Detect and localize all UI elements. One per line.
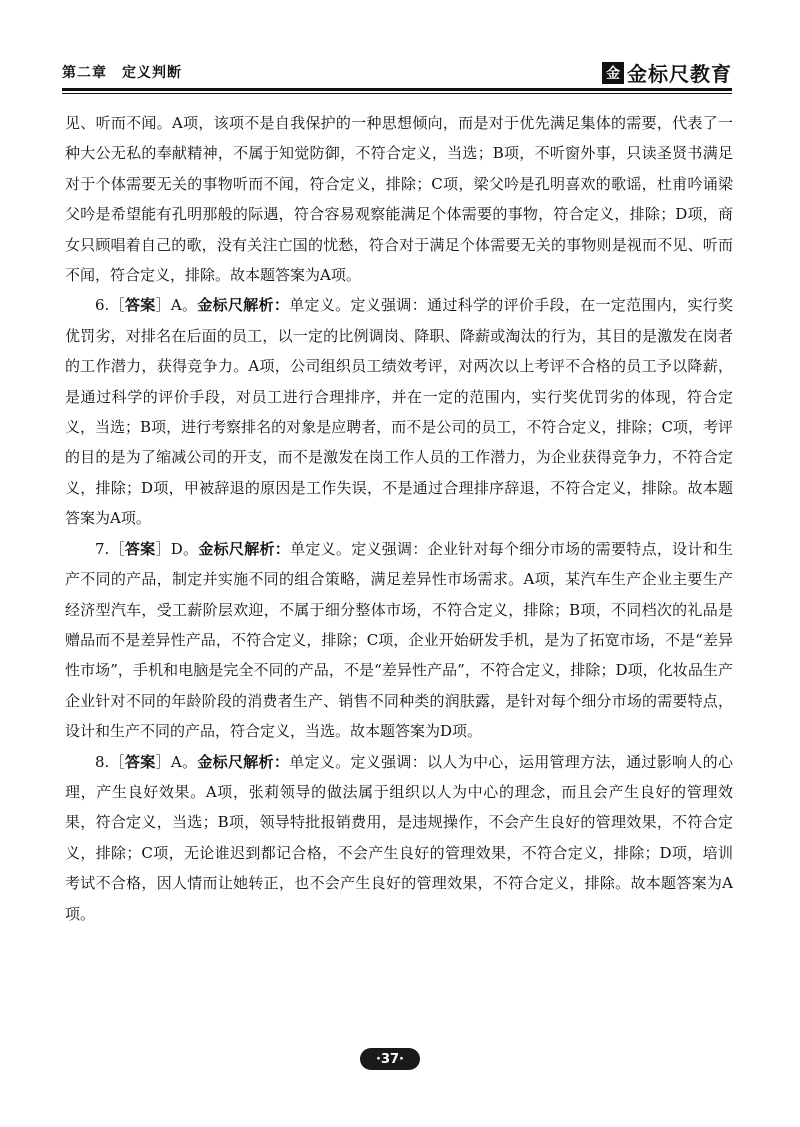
chapter-title: 第二章 定义判断 — [62, 65, 182, 81]
answer-item-7 — [65, 534, 733, 747]
answer-label: 答案 — [124, 296, 156, 315]
paragraph-text: 见、听而不闻。A项，该项不是自我保护的一种思想倾向，而是对于优先满足集体的需要，代表了一种大公无私的奉献精神，不属于知觉防御，不符合定义，当选；B项，不听窗外事，只读圣贤书满足对于个体需要无关的事物听而不闻，符合定义，排除；C项，梁父吟是孔明喜欢的歌谣，杜甫吟诵梁父吟是希望能有孔明那般的际遇，符合容易观察能满足个体需要的事物，符合定义，排除；D项，商女只顾唱着自己的歌，没有关注亡国的忧愁，符合对于满足个体需要无关的事物则是视而不见、听而不闻，符合定义，排除。故本题答案为A项。 — [65, 114, 733, 285]
page-header — [62, 58, 732, 86]
answer-label: 答案 — [124, 752, 156, 771]
page-body — [65, 108, 733, 929]
brand-name: 金标尺教育 — [627, 62, 732, 86]
analysis-label: 金标尺解析： — [197, 296, 290, 315]
header-rule-thin — [62, 93, 732, 94]
answer-label: 答案 — [124, 539, 156, 558]
paragraph-continued — [65, 108, 733, 290]
analysis-text: 单定义。定义强调：通过科学的评价手段，在一定范围内，实行奖优罚劣，对排名在后面的员工，以一定的比例调岗、降职、降薪或淘汰的行为，其目的是激发在岗者的工作潜力，获得竞争力。A项，公司组织员工绩效考评，对两次以上考评不合格的员工予以降薪，是通过科学的评价手段，对员工进行合理排序，并在一定的范围内，实行奖优罚劣的体现，符合定义，当选；B项，进行考察排名的对象是应聘者，而不是公司的员工，不符合定义，排除；C项，考评的目的是为了缩减公司的开支，而不是激发在岗工作人员的工作潜力，为企业获得竞争力，不符合定义，排除；D项，甲被辞退的原因是工作失误，不是通过合理排序辞退，不符合定义，排除。故本题答案为A项。 — [65, 296, 733, 528]
answer-value: ］A。 — [155, 752, 198, 771]
answer-item-6 — [65, 290, 733, 533]
answer-value: ］A。 — [155, 296, 198, 315]
page-number: ·37· — [360, 1048, 420, 1070]
header-rule-thick — [62, 88, 732, 91]
analysis-text: 单定义。定义强调：企业针对每个细分市场的需要特点，设计和生产不同的产品，制定并实施不同的组合策略，满足差异性市场需求。A项，某汽车生产企业主要生产经济型汽车，受工薪阶层欢迎，不属于细分整体市场，不符合定义，排除；B项，不同档次的礼品是赠品而不是差异性产品，不符合定义，排除；C项，企业开始研发手机，是为了拓宽市场，不是“差异性市场”，手机和电脑是完全不同的产品，不是“差异性产品”，不符合定义，排除；D项，化妆品生产企业针对不同的年龄阶段的消费者生产、销售不同种类的润肤露，是针对每个细分市场的需要特点，设计和生产不同的产品，符合定义，当选。故本题答案为D项。 — [65, 539, 733, 741]
brand-mark-icon: 金 — [602, 62, 624, 84]
analysis-label: 金标尺解析： — [198, 539, 291, 558]
analysis-text: 单定义。定义强调：以人为中心，运用管理方法，通过影响人的心理，产生良好效果。A项，张莉领导的做法属于组织以人为中心的理念，而且会产生良好的管理效果，符合定义，当选；B项，领导特批报销费用，是违规操作，不会产生良好的管理效果，不符合定义，排除；C项，无论谁迟到都记合格，不会产生良好的管理效果，不符合定义，排除；D项，培训考试不合格，因人情而让她转正，也不会产生良好的管理效果，不符合定义，排除。故本题答案为A项。 — [65, 752, 733, 923]
question-number: 6.［ — [95, 296, 125, 315]
question-number: 8.［ — [95, 752, 125, 771]
answer-value: ］D。 — [155, 539, 199, 558]
analysis-label: 金标尺解析： — [197, 752, 290, 771]
answer-item-8 — [65, 747, 733, 929]
brand-logo — [602, 58, 732, 87]
question-number: 7.［ — [95, 539, 125, 558]
